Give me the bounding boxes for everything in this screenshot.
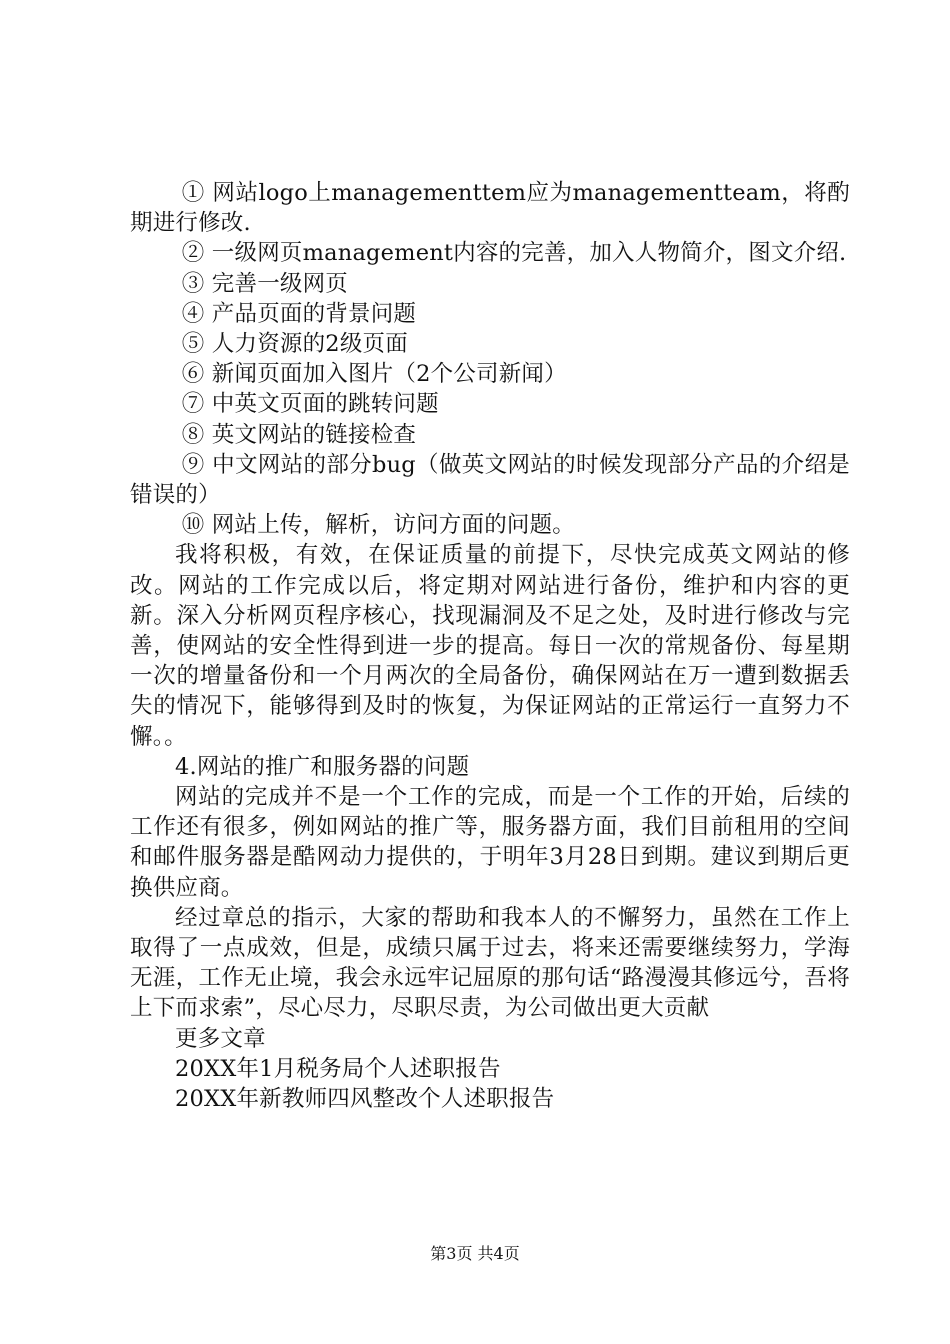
- more-article-link[interactable]: 20XX年新教师四风整改个人述职报告: [175, 1086, 555, 1113]
- list-item: ② 一级网页management内容的完善，加入人物简介，图文介绍.: [181, 240, 847, 267]
- section-heading: 4.网站的推广和服务器的问题: [175, 753, 470, 780]
- document-body: [130, 178, 850, 1114]
- list-item: ⑩ 网站上传，解析，访问方面的问题。: [181, 512, 576, 539]
- list-item: ① 网站logo上managementtem应为managementteam，将酌期进行修改.: [130, 180, 850, 237]
- paragraph-promotion: 网站的完成并不是一个工作的完成，而是一个工作的开始，后续的工作还有很多，例如网站的推广等，服务器方面，我们目前租用的空间和邮件服务器是酷网动力提供的，于明年3月28日到期。建议到期后更换供应商。: [130, 784, 850, 901]
- list-item: ④ 产品页面的背景问题: [181, 300, 417, 327]
- paragraph-maintenance: 我将积极，有效，在保证质量的前提下，尽快完成英文网站的修改。网站的工作完成以后，将定期对网站进行备份，维护和内容的更新。深入分析网页程序核心，找现漏洞及不足之处，及时进行修改与完善，使网站的安全性得到进一步的提高。每日一次的常规备份、每星期一次的增量备份和一个月两次的全局备份，确保网站在万一遭到数据丢失的情况下，能够得到及时的恢复，为保证网站的正常运行一直努力不懈。。: [130, 542, 850, 750]
- page-number: 第3页 共4页: [430, 1244, 520, 1263]
- list-item: ⑦ 中英文页面的跳转问题: [181, 391, 439, 418]
- paragraph-closing: 经过章总的指示，大家的帮助和我本人的不懈努力，虽然在工作上取得了一点成效，但是，成绩只属于过去，将来还需要继续努力，学海无涯，工作无止境，我会永远牢记屈原的那句话“路漫漫其修远兮，吾将上下而求索”，尽心尽力，尽职尽责，为公司做出更大贡献: [130, 904, 850, 1022]
- list-item: ⑧ 英文网站的链接检查: [181, 421, 417, 448]
- more-article-link[interactable]: 20XX年1月税务局个人述职报告: [175, 1055, 501, 1082]
- more-articles-label: 更多文章: [175, 1025, 266, 1052]
- list-item: ⑤ 人力资源的2级页面: [181, 331, 408, 358]
- list-item: ⑥ 新闻页面加入图片（2个公司新闻）: [181, 361, 567, 388]
- list-item: ③ 完善一级网页: [181, 270, 349, 297]
- list-item: ⑨ 中文网站的部分bug（做英文网站的时候发现部分产品的介绍是错误的）: [130, 451, 850, 509]
